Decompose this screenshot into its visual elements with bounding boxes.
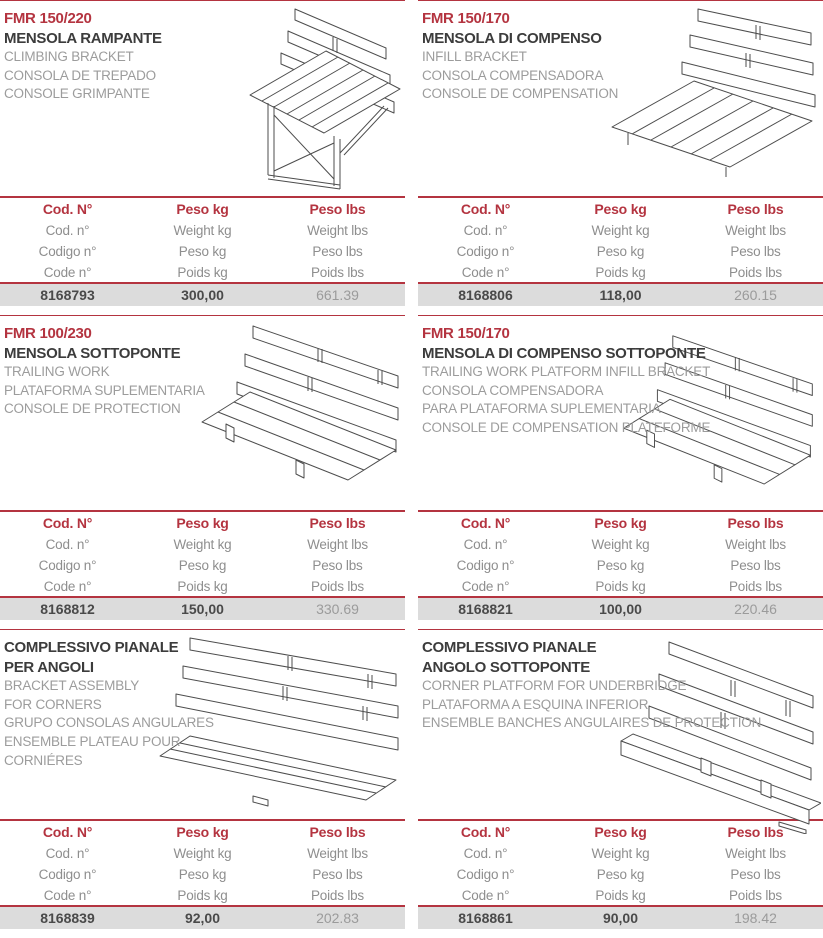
product-titles bbox=[4, 638, 214, 770]
subheader-cell: Weight kg bbox=[591, 223, 650, 238]
product-titles bbox=[422, 324, 710, 438]
subheader-cell: Poids lbs bbox=[729, 887, 782, 903]
subheader-cell: Weight kg bbox=[591, 846, 650, 861]
spec-subheader-row-en bbox=[418, 843, 823, 864]
spec-table bbox=[418, 196, 823, 306]
subheader-cell: Peso kg bbox=[178, 867, 227, 882]
product-info bbox=[0, 1, 405, 196]
product-name-spanish: PLATAFORMA A ESQUINA INFERIOR bbox=[422, 696, 649, 712]
spec-data-row bbox=[418, 597, 823, 620]
subheader-cell: Peso lbs bbox=[730, 558, 781, 573]
subheader-cell: Weight lbs bbox=[307, 846, 368, 861]
col-header-cod-n: Cod. N° bbox=[42, 201, 93, 217]
product-name-italian-line2: ANGOLO SOTTOPONTE bbox=[422, 658, 590, 676]
product-name-spanish-line2: PARA PLATAFORMA SUPLEMENTARIA bbox=[422, 401, 661, 417]
product-name-french-line2: CORNIÉRES bbox=[4, 752, 83, 768]
weight-kg-value: 92,00 bbox=[184, 910, 221, 926]
subheader-cell: Code n° bbox=[461, 264, 510, 280]
part-number: 8168793 bbox=[40, 287, 95, 303]
subheader-cell: Codigo n° bbox=[456, 244, 515, 259]
climbing-bracket-isometric-drawing bbox=[238, 3, 403, 191]
spec-data-row bbox=[418, 283, 823, 306]
subheader-cell: Cod. n° bbox=[463, 537, 508, 552]
part-number: 8168839 bbox=[40, 910, 95, 926]
subheader-cell: Weight kg bbox=[173, 846, 232, 861]
subheader-cell: Poids kg bbox=[595, 578, 646, 594]
col-header-peso-kg: Peso kg bbox=[176, 201, 229, 217]
col-header-peso-lbs: Peso lbs bbox=[309, 201, 366, 217]
product-name-italian-line2: PER ANGOLI bbox=[4, 658, 94, 676]
col-header-peso-kg: Peso kg bbox=[594, 201, 647, 217]
product-name-spanish: PLATAFORMA SUPLEMENTARIA bbox=[4, 382, 205, 398]
infill-bracket-isometric-drawing bbox=[606, 5, 821, 185]
product-name-french-line1: ENSEMBLE PLATEAU POUR bbox=[4, 733, 181, 749]
product-code: FMR 150/170 bbox=[422, 325, 510, 342]
spec-subheader-row-es bbox=[418, 241, 823, 262]
part-number: 8168806 bbox=[458, 287, 513, 303]
spec-header-row bbox=[0, 820, 405, 843]
part-number: 8168812 bbox=[40, 601, 95, 617]
product-card-corner-platform-assembly bbox=[0, 629, 405, 938]
subheader-cell: Poids kg bbox=[177, 264, 228, 280]
subheader-cell: Poids lbs bbox=[729, 578, 782, 594]
spec-subheader-row-es bbox=[418, 555, 823, 576]
spec-header-row bbox=[418, 197, 823, 220]
weight-lbs-value: 260.15 bbox=[734, 287, 777, 303]
subheader-cell: Cod. n° bbox=[45, 223, 90, 238]
subheader-cell: Peso kg bbox=[596, 867, 645, 882]
weight-kg-value: 90,00 bbox=[602, 910, 639, 926]
subheader-cell: Peso lbs bbox=[312, 244, 363, 259]
product-name-french: ENSEMBLE BANCHES ANGULAIRES DE PROTECTION bbox=[422, 715, 762, 731]
product-code: FMR 150/170 bbox=[422, 10, 510, 27]
product-info bbox=[0, 316, 405, 510]
spec-header-row bbox=[0, 197, 405, 220]
product-name-italian: MENSOLA SOTTOPONTE bbox=[4, 344, 181, 362]
product-name-spanish: GRUPO CONSOLAS ANGULARES bbox=[4, 715, 214, 731]
col-header-cod-n: Cod. N° bbox=[460, 824, 511, 840]
subheader-cell: Peso lbs bbox=[312, 867, 363, 882]
product-titles bbox=[4, 9, 162, 104]
weight-lbs-value: 198.42 bbox=[734, 910, 777, 926]
subheader-cell: Weight lbs bbox=[307, 537, 368, 552]
subheader-cell: Peso lbs bbox=[730, 867, 781, 882]
subheader-cell: Peso lbs bbox=[730, 244, 781, 259]
subheader-cell: Poids kg bbox=[595, 264, 646, 280]
subheader-cell: Peso kg bbox=[596, 558, 645, 573]
product-code: FMR 100/230 bbox=[4, 325, 92, 342]
product-name-english: TRAILING WORK PLATFORM INFILL BRACKET bbox=[422, 364, 711, 379]
product-name-italian: MENSOLA RAMPANTE bbox=[4, 29, 162, 47]
product-name-english: CORNER PLATFORM FOR UNDERBRIDGE bbox=[422, 678, 687, 693]
spec-table bbox=[0, 196, 405, 306]
subheader-cell: Codigo n° bbox=[38, 244, 97, 259]
subheader-cell: Weight kg bbox=[591, 537, 650, 552]
subheader-cell: Poids lbs bbox=[311, 887, 364, 903]
spec-subheader-row-es bbox=[0, 555, 405, 576]
subheader-cell: Weight lbs bbox=[307, 223, 368, 238]
spec-table bbox=[418, 819, 823, 929]
subheader-cell: Cod. n° bbox=[463, 846, 508, 861]
subheader-cell: Poids lbs bbox=[311, 264, 364, 280]
col-header-peso-lbs: Peso lbs bbox=[309, 515, 366, 531]
subheader-cell: Codigo n° bbox=[38, 867, 97, 882]
weight-kg-value: 118,00 bbox=[599, 287, 642, 303]
spec-subheader-row-fr bbox=[418, 262, 823, 283]
spec-subheader-row-en bbox=[418, 220, 823, 241]
product-card-infill-bracket bbox=[418, 0, 823, 315]
spec-subheader-row-fr bbox=[418, 576, 823, 597]
col-header-cod-n: Cod. N° bbox=[42, 515, 93, 531]
col-header-peso-kg: Peso kg bbox=[594, 824, 647, 840]
weight-lbs-value: 220.46 bbox=[734, 601, 777, 617]
subheader-cell: Codigo n° bbox=[456, 867, 515, 882]
product-name-english-line2: FOR CORNERS bbox=[4, 696, 102, 712]
product-name-spanish: CONSOLA DE TREPADO bbox=[4, 67, 156, 83]
product-card-climbing-bracket bbox=[0, 0, 405, 315]
col-header-peso-kg: Peso kg bbox=[176, 824, 229, 840]
spec-table bbox=[418, 510, 823, 620]
subheader-cell: Code n° bbox=[461, 578, 510, 594]
spec-data-row bbox=[418, 906, 823, 929]
subheader-cell: Code n° bbox=[43, 887, 92, 903]
weight-lbs-value: 661.39 bbox=[316, 287, 359, 303]
spec-data-row bbox=[0, 283, 405, 306]
subheader-cell: Peso lbs bbox=[312, 558, 363, 573]
weight-kg-value: 150,00 bbox=[181, 601, 224, 617]
col-header-peso-kg: Peso kg bbox=[594, 515, 647, 531]
product-card-underbridge-infill-bracket bbox=[418, 315, 823, 629]
product-name-english: TRAILING WORK bbox=[4, 364, 110, 379]
subheader-cell: Peso kg bbox=[178, 244, 227, 259]
spec-subheader-row-en bbox=[418, 534, 823, 555]
trailing-work-bracket-isometric-drawing bbox=[198, 322, 403, 507]
subheader-cell: Code n° bbox=[43, 578, 92, 594]
product-titles bbox=[422, 638, 761, 733]
col-header-peso-lbs: Peso lbs bbox=[309, 824, 366, 840]
col-header-cod-n: Cod. N° bbox=[460, 515, 511, 531]
spec-subheader-row-es bbox=[418, 864, 823, 885]
subheader-cell: Code n° bbox=[461, 887, 510, 903]
col-header-peso-kg: Peso kg bbox=[176, 515, 229, 531]
col-header-peso-lbs: Peso lbs bbox=[727, 824, 784, 840]
product-name-spanish: CONSOLA COMPENSADORA bbox=[422, 67, 604, 83]
spec-subheader-row-fr bbox=[418, 885, 823, 906]
product-name-french: CONSOLE DE COMPENSATION PLATEFORME bbox=[422, 419, 711, 435]
part-number: 8168821 bbox=[458, 601, 513, 617]
product-name-italian-line1: COMPLESSIVO PIANALE bbox=[4, 639, 179, 656]
product-name-english: CLIMBING BRACKET bbox=[4, 49, 134, 64]
spec-subheader-row-fr bbox=[0, 262, 405, 283]
subheader-cell: Code n° bbox=[43, 264, 92, 280]
subheader-cell: Weight kg bbox=[173, 537, 232, 552]
spec-subheader-row-fr bbox=[0, 576, 405, 597]
part-number: 8168861 bbox=[458, 910, 513, 926]
spec-header-row bbox=[0, 511, 405, 534]
subheader-cell: Peso kg bbox=[178, 558, 227, 573]
product-code: FMR 150/220 bbox=[4, 10, 92, 27]
spec-data-row bbox=[0, 906, 405, 929]
product-info bbox=[418, 1, 823, 196]
subheader-cell: Peso kg bbox=[596, 244, 645, 259]
weight-lbs-value: 330.69 bbox=[316, 601, 359, 617]
subheader-cell: Weight lbs bbox=[725, 846, 786, 861]
spec-subheader-row-es bbox=[0, 241, 405, 262]
subheader-cell: Codigo n° bbox=[38, 558, 97, 573]
product-name-italian-line1: COMPLESSIVO PIANALE bbox=[422, 639, 597, 656]
product-titles bbox=[4, 324, 205, 419]
product-info bbox=[0, 630, 405, 819]
product-titles bbox=[422, 9, 618, 104]
product-info bbox=[418, 630, 823, 819]
subheader-cell: Weight lbs bbox=[725, 223, 786, 238]
spec-subheader-row-fr bbox=[0, 885, 405, 906]
product-info bbox=[418, 316, 823, 510]
product-card-corner-underbridge-platform bbox=[418, 629, 823, 938]
col-header-peso-lbs: Peso lbs bbox=[727, 515, 784, 531]
product-name-italian: MENSOLA DI COMPENSO SOTTOPONTE bbox=[422, 344, 706, 362]
product-name-french: CONSOLE DE PROTECTION bbox=[4, 401, 181, 417]
col-header-cod-n: Cod. N° bbox=[42, 824, 93, 840]
weight-kg-value: 100,00 bbox=[599, 601, 642, 617]
product-name-spanish-line1: CONSOLA COMPENSADORA bbox=[422, 382, 604, 398]
product-name-french: CONSOLE GRIMPANTE bbox=[4, 86, 150, 102]
spec-subheader-row-es bbox=[0, 864, 405, 885]
product-name-french: CONSOLE DE COMPENSATION bbox=[422, 86, 619, 102]
spec-subheader-row-en bbox=[0, 843, 405, 864]
product-name-english-line1: BRACKET ASSEMBLY bbox=[4, 678, 140, 693]
weight-kg-value: 300,00 bbox=[181, 287, 224, 303]
col-header-peso-lbs: Peso lbs bbox=[727, 201, 784, 217]
subheader-cell: Codigo n° bbox=[456, 558, 515, 573]
subheader-cell: Poids kg bbox=[177, 887, 228, 903]
weight-lbs-value: 202.83 bbox=[316, 910, 359, 926]
subheader-cell: Cod. n° bbox=[45, 537, 90, 552]
product-name-english: INFILL BRACKET bbox=[422, 49, 527, 64]
spec-table bbox=[0, 510, 405, 620]
spec-header-row bbox=[418, 511, 823, 534]
spec-data-row bbox=[0, 597, 405, 620]
subheader-cell: Poids kg bbox=[595, 887, 646, 903]
spec-subheader-row-en bbox=[0, 534, 405, 555]
subheader-cell: Poids kg bbox=[177, 578, 228, 594]
subheader-cell: Weight kg bbox=[173, 223, 232, 238]
subheader-cell: Weight lbs bbox=[725, 537, 786, 552]
subheader-cell: Poids lbs bbox=[311, 578, 364, 594]
subheader-cell: Cod. n° bbox=[45, 846, 90, 861]
subheader-cell: Poids lbs bbox=[729, 264, 782, 280]
product-name-italian: MENSOLA DI COMPENSO bbox=[422, 29, 602, 47]
col-header-cod-n: Cod. N° bbox=[460, 201, 511, 217]
product-card-trailing-work-bracket bbox=[0, 315, 405, 629]
subheader-cell: Cod. n° bbox=[463, 223, 508, 238]
spec-subheader-row-en bbox=[0, 220, 405, 241]
spec-table bbox=[0, 819, 405, 929]
